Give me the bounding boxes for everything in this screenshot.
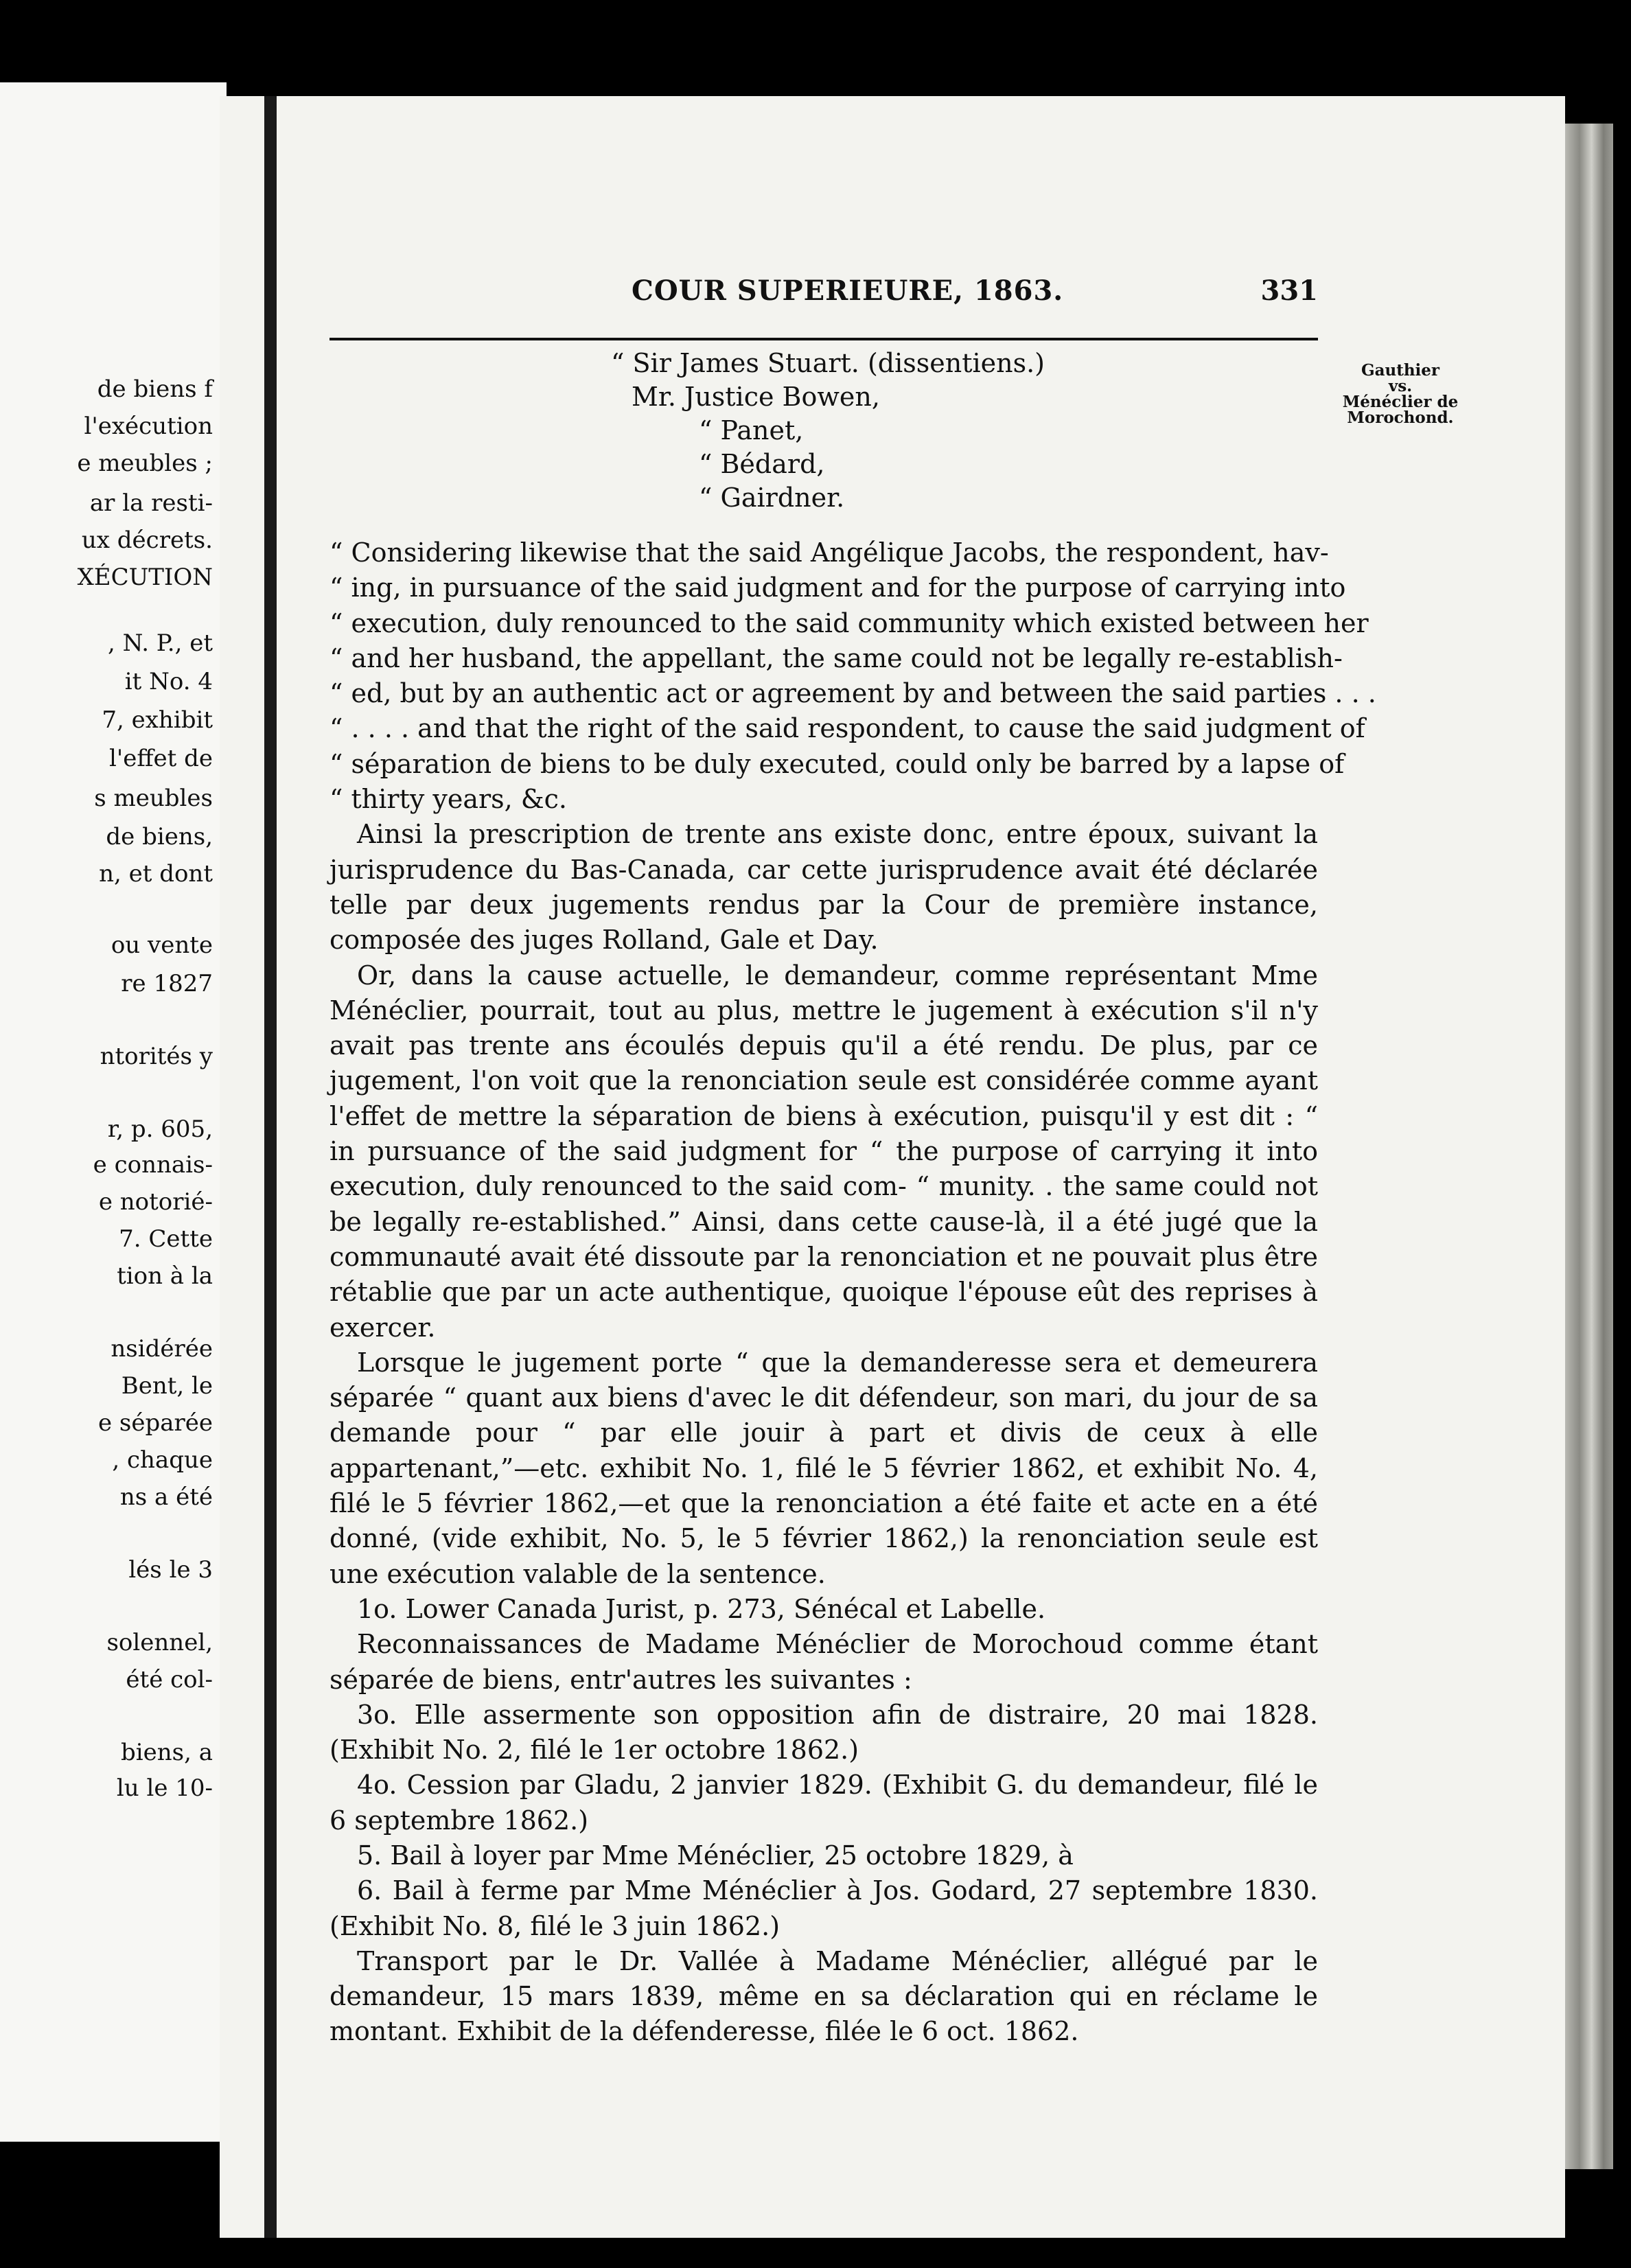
page-number: 331 <box>1260 275 1318 307</box>
judge-line: “ Sir James Stuart. (dissentiens.) <box>611 348 1045 378</box>
quote-line: “ execution, duly renounced to the said community which existed between her <box>329 608 1369 638</box>
left-facing-page <box>0 82 227 2142</box>
left-page-text-fragment: e connais- <box>93 1151 213 1179</box>
binding-shadow <box>264 96 277 2238</box>
judge-line: Mr. Justice Bowen, <box>632 382 880 412</box>
left-page-text-fragment: r, p. 605, <box>107 1115 213 1143</box>
left-page-text-fragment: tion à la <box>117 1262 213 1290</box>
left-page-text-fragment: s meubles <box>94 785 213 812</box>
quote-line: “ . . . . and that the right of the said respondent, to cause the said judgment of <box>329 713 1365 744</box>
quote-line: “ séparation de biens to be duly executed, could only be barred by a lapse of <box>329 748 1345 779</box>
left-page-text-fragment: , chaque <box>112 1446 213 1474</box>
paragraph: Or, dans la cause actuelle, le demandeur, comme représentant Mme Ménéclier, pourrait, tout au plus, mettre le jugement à exécution s'il n'y avait pas trente ans écoulés depuis qu'il a été rendu. De plus, par ce jugement, l'on voit que la renonciation seule est considérée comme ayant l'effet de mettre la séparation de biens à exécution, puisqu'il y est dit : “ in pursuance of the said judgment for “ the purpose of carrying it into execution, duly renounced to the said com- “ munity. . the same could not be legally re-established.” Ainsi, dans cette cause-là, il a été jugé que la communauté avait été dissoute par la renonciation et ne pouvait plus être rétablie que par un acte authentique, quoique l'épouse eût des reprises à exercer. <box>329 960 1318 1343</box>
left-page-text-fragment: ar la resti- <box>89 489 213 517</box>
left-page-text-fragment: ns a été <box>119 1483 213 1511</box>
paragraph: 5. Bail à loyer par Mme Ménéclier, 25 octobre 1829, à <box>357 1840 1074 1871</box>
left-page-text-fragment: l'effet de <box>109 745 213 772</box>
quote-line: “ ed, but by an authentic act or agreement by and between the said parties . . . <box>329 678 1376 709</box>
left-page-text-fragment: ux décrets. <box>81 526 213 554</box>
paragraph: Transport par le Dr. Vallée à Madame Ménéclier, allégué par le demandeur, 15 mars 1839, même en sa déclaration qui en réclame le montant. Exhibit de la défenderesse, filée le 6 oct. 1862. <box>329 1945 1318 2047</box>
paragraph: 3o. Elle assermente son opposition afin de distraire, 20 mai 1828. (Exhibit No. 2, filé le 1er octobre 1862.) <box>329 1699 1318 1766</box>
judges-list <box>329 347 1318 515</box>
quote-line: “ thirty years, &c. <box>329 784 568 815</box>
left-page-text-fragment: de biens, <box>106 823 213 850</box>
left-page-text-fragment: e meubles ; <box>77 450 213 477</box>
header-rule <box>329 338 1318 340</box>
left-page-text-fragment: XÉCUTION <box>77 564 213 591</box>
left-page-text-fragment: l'exécution <box>84 413 213 440</box>
left-page-text-fragment: solennel, <box>106 1629 213 1656</box>
left-page-text-fragment: nsidérée <box>111 1335 213 1363</box>
quote-line: “ and her husband, the appellant, the same could not be legally re-establish- <box>329 643 1343 673</box>
left-page-text-fragment: biens, a <box>121 1739 213 1766</box>
body-text <box>329 535 1376 2050</box>
paragraph: 4o. Cession par Gladu, 2 janvier 1829. (Exhibit G. du demandeur, filé le 6 septembre 1862.) <box>329 1770 1318 1836</box>
left-page-text-fragment: 7, exhibit <box>102 706 213 734</box>
judge-line: “ Panet, <box>699 415 804 445</box>
left-page-text-fragment: 7. Cette <box>119 1225 213 1253</box>
paragraph: 1o. Lower Canada Jurist, p. 273, Sénécal et Labelle. <box>357 1593 1046 1624</box>
page-edges <box>1565 124 1613 2169</box>
left-page-text-fragment: e notorié- <box>98 1188 213 1216</box>
left-page-text-fragment: de biens f <box>97 375 213 403</box>
left-page-text-fragment: lés le 3 <box>128 1556 213 1584</box>
running-header <box>329 275 1318 316</box>
left-page-text-fragment: été col- <box>126 1666 213 1693</box>
left-page-text-fragment: lu le 10- <box>116 1774 213 1802</box>
paragraph: Ainsi la prescription de trente ans existe donc, entre époux, suivant la jurisprudence du Bas-Canada, car cette jurisprudence avait été déclarée telle par deux jugements rendus par la Cour de première instance, composée des juges Rolland, Gale et Day. <box>329 819 1318 956</box>
running-title: COUR SUPERIEURE, 1863. <box>632 275 1064 307</box>
left-page-text-fragment: Bent, le <box>121 1372 213 1400</box>
left-page-text-fragment: ou vente <box>111 931 213 959</box>
margin-case-name: Gauthier vs. Ménéclier de Morochond. <box>1342 361 1459 427</box>
quote-line: “ ing, in pursuance of the said judgment and for the purpose of carrying into <box>329 572 1346 603</box>
quote-line: “ Considering likewise that the said Angélique Jacobs, the respondent, hav- <box>329 537 1329 568</box>
paragraph: Lorsque le jugement porte “ que la demanderesse sera et demeurera séparée “ quant aux biens d'avec le dit défendeur, son mari, du jour de sa demande pour “ par elle jouir à part et divis de ceux à elle appartenant,”—etc. exhibit No. 1, filé le 5 février 1862, et exhibit No. 4, filé le 5 février 1862,—et que la renonciation a été faite et acte en a été donné, (vide exhibit, No. 5, le 5 février 1862,) la renonciation seule est une exécution valable de la sentence. <box>329 1347 1318 1589</box>
paragraph: 6. Bail à ferme par Mme Ménéclier à Jos. Godard, 27 septembre 1830. (Exhibit No. 8, filé le 3 juin 1862.) <box>329 1875 1318 1941</box>
left-page-text-fragment: , N. P., et <box>108 629 213 657</box>
paragraph: Reconnaissances de Madame Ménéclier de Morochoud comme étant séparée de biens, entr'autres les suivantes : <box>329 1629 1318 1695</box>
judge-line: “ Gairdner. <box>699 483 845 513</box>
left-page-text-fragment: it No. 4 <box>124 668 213 695</box>
left-page-text-fragment: n, et dont <box>99 860 213 888</box>
left-page-text-fragment: e séparée <box>97 1409 213 1437</box>
judge-line: “ Bédard, <box>699 449 825 479</box>
left-page-text-fragment: ntorités y <box>100 1043 213 1070</box>
left-page-text-fragment: re 1827 <box>121 970 213 997</box>
